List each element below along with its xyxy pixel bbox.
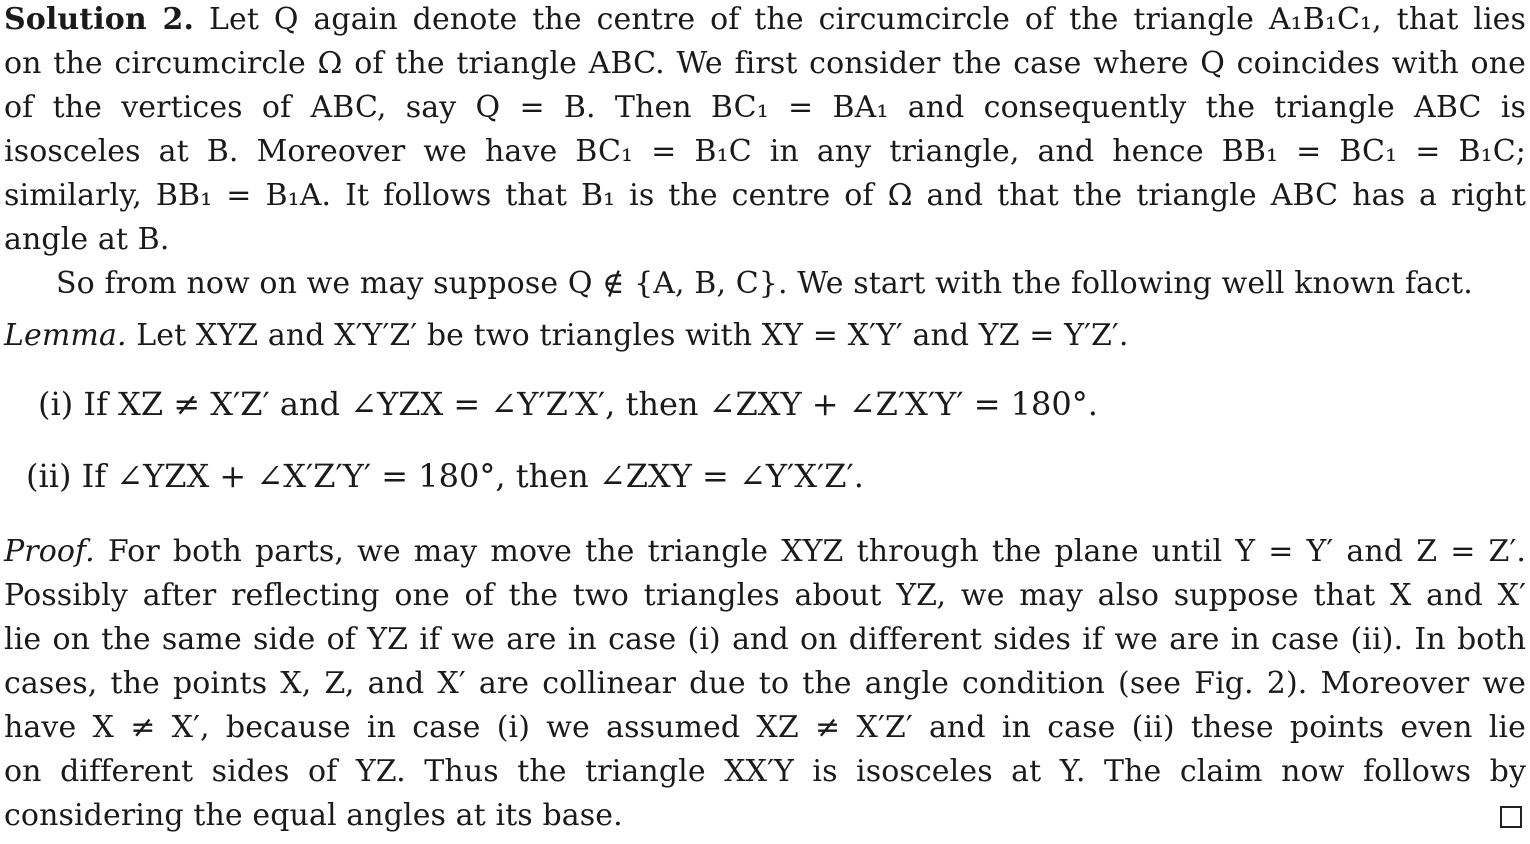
- proof-line-2: Possibly after reflecting one of the two triangles about YZ, we may also suppose that X and X′: [4, 578, 1526, 613]
- solution-line-5: similarly, BB₁ = B₁A. It follows that B₁ is the centre of Ω and that the triangle ABC has a right: [4, 178, 1526, 213]
- proof-line-3: lie on the same side of YZ if we are in case (i) and on different sides if we are in case (ii). In both: [4, 622, 1526, 657]
- proof-line-5: have X ≠ X′, because in case (i) we assumed XZ ≠ X′Z′ and in case (ii) these points even lie: [4, 710, 1526, 745]
- solution-text-1: Let Q again denote the centre of the circumcircle of the triangle A₁B₁C₁, that lies: [208, 2, 1526, 37]
- lemma-item-ii: (ii) If ∠YZX + ∠X′Z′Y′ = 180°, then ∠ZXY = ∠Y′X′Z′.: [26, 457, 864, 495]
- qed-square-icon: [1500, 806, 1522, 828]
- solution-line-1: [4, 0, 1526, 40]
- proof-label: Proof.: [4, 534, 95, 569]
- lemma-label: Lemma.: [4, 318, 127, 353]
- proof-line-1: [4, 532, 1526, 572]
- solution-line-2: on the circumcircle Ω of the triangle ABC. We first consider the case where Q coincides with one: [4, 46, 1526, 81]
- solution-line-3: of the vertices of ABC, say Q = B. Then BC₁ = BA₁ and consequently the triangle ABC is: [4, 90, 1526, 125]
- proof-line-7: considering the equal angles at its base.: [4, 798, 623, 833]
- lemma-statement-line: [4, 316, 1526, 356]
- proof-line-4: cases, the points X, Z, and X′ are collinear due to the angle condition (see Fig. 2). Moreover we: [4, 666, 1526, 701]
- proof-line-6: on different sides of YZ. Thus the triangle XX′Y is isosceles at Y. The claim now follows by: [4, 754, 1526, 789]
- solution-line-4: isosceles at B. Moreover we have BC₁ = B₁C in any triangle, and hence BB₁ = BC₁ = B₁C;: [4, 134, 1526, 169]
- assumption-line: So from now on we may suppose Q ∉ {A, B, C}. We start with the following well known fact.: [56, 266, 1473, 301]
- proof-text-1: For both parts, we may move the triangle XYZ through the plane until Y = Y′ and Z = Z′.: [107, 534, 1526, 569]
- document-page: [4, 0, 1526, 844]
- solution-line-6: angle at B.: [4, 222, 170, 257]
- solution-heading: Solution 2.: [4, 2, 195, 37]
- lemma-item-i: (i) If XZ ≠ X′Z′ and ∠YZX = ∠Y′Z′X′, then ∠ZXY + ∠Z′X′Y′ = 180°.: [38, 385, 1098, 423]
- lemma-statement: Let XYZ and X′Y′Z′ be two triangles with XY = X′Y′ and YZ = Y′Z′.: [136, 318, 1129, 353]
